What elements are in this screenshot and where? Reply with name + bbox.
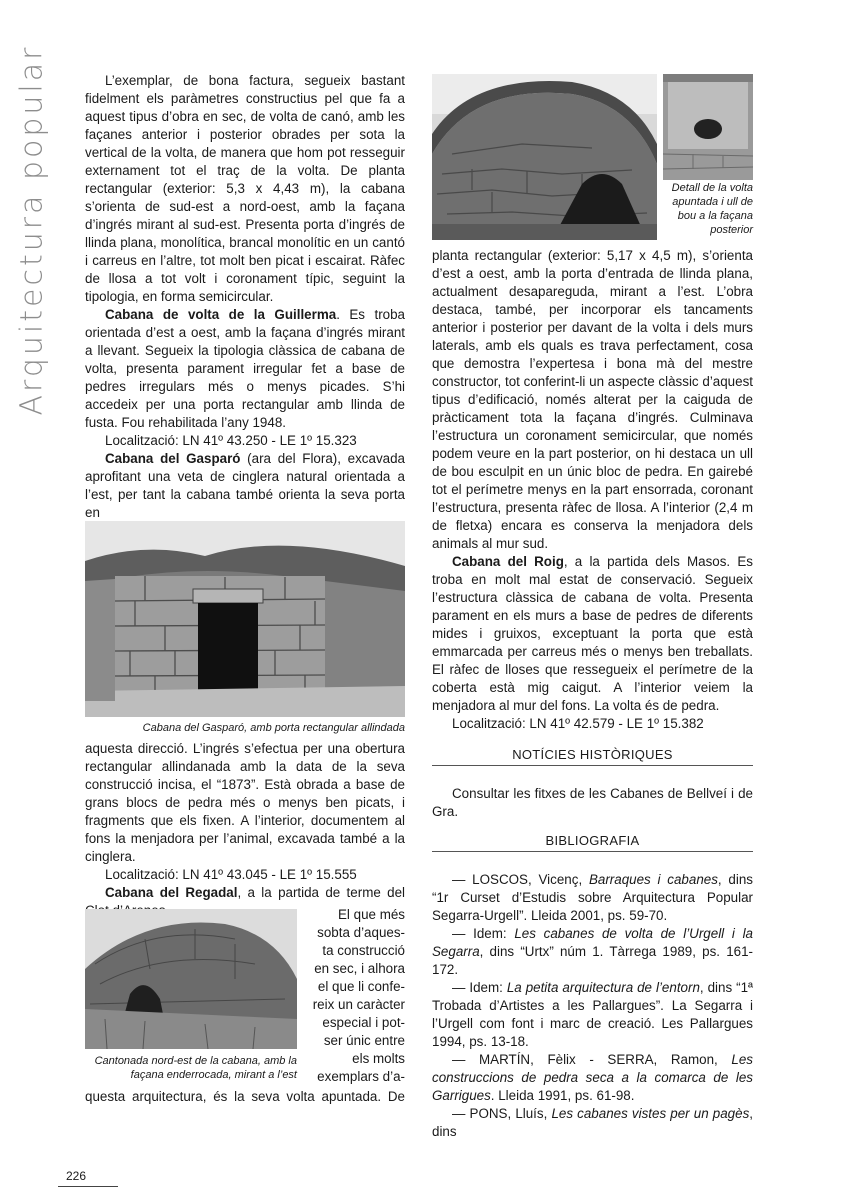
side-title: [8, 44, 56, 416]
paragraph-title: Cabana del Roig: [452, 554, 564, 569]
photo-ull-de-bou: [663, 74, 753, 180]
caption-regadal: Cantonada nord-est de la cabana, amb la façana enderrocada, mirant a l’est: [94, 1055, 297, 1081]
bibliography: [432, 871, 753, 1141]
heading-bibliografia: BIBLIOGRAFIA: [432, 833, 753, 852]
bib-entry: — LOSCOS, Vicenç, Barraques i cabanes, dins “1r Curset d’Estudis sobre Arquitectura Popular Segarra-Urgell”. Lleida 2001, ps. 59-70.: [432, 872, 753, 923]
paragraph: Cabana de volta de la Guillerma. Es troba orientada d’est a oest, amb la façana d’ingrés mirant a llevant. Segueix la tipologia clàssica de cabana de volta, presenta parament irregular fet a base de pedres irregulars més o menys picades. S’hi accedeix per una porta rectangular amb llinda de fusta. Fou rehabilitada l’any 1948.: [85, 307, 406, 430]
paragraph: planta rectangular (exterior: 5,17 x 4,5 m), s’orienta d’est a oest, amb la porta d’entrada de llinda plana, actualment desapareguda, mirant a l’est. L’obra destaca, també, per incorporar els tancaments anterior i posterior per davant de la volta i dels murs laterals, amb els quals es trava perfectament, cosa que demostra l’expertesa i bona mà del mestre constructor, tot conferint-li un aspecte clàssic d’aquest tipus d’edificació, només alterat per la caiguda de pràcticament tota la façana d’ingrés. Culminava l’estructura un coronament semicircular, que només podem veure en la part posterior, on hi destaca un ull de bou esculpit en un únic bloc de pedra. En gairebé tot el perímetre menys en la part ensorrada, coronant l’estructura, presenta ràfec de llosa. A l’interior (2,4 m de fletxa) encara es conserva la menjadora dels animals al mur sud.: [432, 248, 753, 551]
wrap-text: El que més sobta d’aques- ta construcció en sec, i alhora el que li confe- reix un caràcter especial i pot- ser únic entre els molts exemplars d’a-: [312, 907, 405, 1084]
location: Localització: LN 41º 42.579 - LE 1º 15.382: [452, 716, 704, 731]
caption-detall: Detall de la volta apuntada i ull de bou a la façana posterior: [671, 182, 753, 236]
paragraph: Cabana del Regadal, a la partida de terme del: [105, 885, 405, 900]
left-column-continued: [85, 740, 405, 920]
location: Localització: LN 41º 43.250 - LE 1º 15.323: [105, 433, 357, 448]
bib-entry: — Idem: La petita arquitectura de l’entorn, dins “1ª Trobada d’Artistes a les Pallargues”. La Segarra i l’Urgell com font i marc de creació. Les Pallargues 1994, ps. 13-18.: [432, 980, 753, 1049]
heading-noticies: NOTÍCIES HISTÒRIQUES: [432, 747, 753, 766]
bib-entry: — Idem: Les cabanes de volta de l’Urgell i la Segarra, dins “Urtx” núm 1. Tàrrega 1989, ps. 161-172.: [432, 926, 753, 977]
footer-rule: [58, 1186, 118, 1187]
photo-gasparo: [85, 521, 405, 717]
right-column: [432, 247, 753, 733]
page-number: 226: [66, 1169, 87, 1183]
paragraph: Cabana del Roig, a la partida dels Masos. Es troba en molt mal estat de conservació. Segueix l’estructura clàssica de cabana de volta. Presenta parament en els murs a base de pedres de diferents mides i gruixos, exceptuant la porta que està emmarcada per carreus més o menys ben treballats. El ràfec de lloses que ressegueix el perímetre de la coberta està mig caigut. A l’interior veiem la menjadora al mur del fons. La volta és de pedra.: [432, 554, 753, 713]
photo-regadal: [85, 909, 297, 1049]
paragraph: Cabana del Gasparó (ara del Flora), excavada aprofitant una veta de cinglera natural orientada a l’est, per tant la cabana també orienta la seva porta en: [85, 451, 405, 520]
paragraph-title: Cabana de volta de la Guillerma: [105, 307, 337, 322]
paragraph-title: Cabana del Regadal: [105, 885, 238, 900]
wrap-text-end: questa arquitectura, és la seva volta apuntada. De: [85, 1089, 405, 1104]
bib-entry: — PONS, Lluís, Les cabanes vistes per un pagès, dins: [432, 1106, 753, 1139]
left-column: [85, 72, 405, 522]
caption-gasparo: Cabana del Gasparó, amb porta rectangular allindada: [142, 722, 405, 734]
paragraph: aquesta direcció. L’ingrés s’efectua per una obertura rectangular allindanada amb la data de la seva construcció incisa, el “1873”. Està obrada a base de grans blocs de pedra més o menys ben picats, i fragments que els fixen. A l’interior, documentem al fons la menjadora per l’animal, excavada també a la cinglera.: [85, 741, 405, 864]
paragraph-title: Cabana del Gasparó: [105, 451, 241, 466]
side-title-text: Arquitectura popular: [14, 44, 50, 416]
location: Localització: LN 41º 43.045 - LE 1º 15.555: [105, 867, 357, 882]
bib-entry: — MARTÍN, Fèlix - SERRA, Ramon, Les construccions de pedra seca a la comarca de les Garrigues. Lleida 1991, ps. 61-98.: [432, 1052, 753, 1103]
noticies-text: Consultar les fitxes de les Cabanes de Bellveí i de Gra.: [432, 786, 753, 819]
photo-volta-exterior: [432, 74, 657, 240]
paragraph: L’exemplar, de bona factura, segueix bastant fidelment els paràmetres constructius pel que fa a aquest tipus d’obra en sec, de volta de canó, amb les façanes anterior i posterior obrades per sota la vertical de la volta, de manera que hom pot resseguir externament tot el traç de la volta. De planta rectangular (exterior: 5,3 x 4,43 m), la cabana s’orienta de sud-est a nord-oest, amb la façana d’ingrés mirant al sud-est. Presenta porta d’ingrés de llinda plana, monolítica, brancal monolític en un cantó i carreus en l’altre, tot molt ben picat i escairat. Ràfec de llosa a tot volt i coronament típic, seguint la tipologia, en forma semicircular.: [85, 73, 405, 304]
